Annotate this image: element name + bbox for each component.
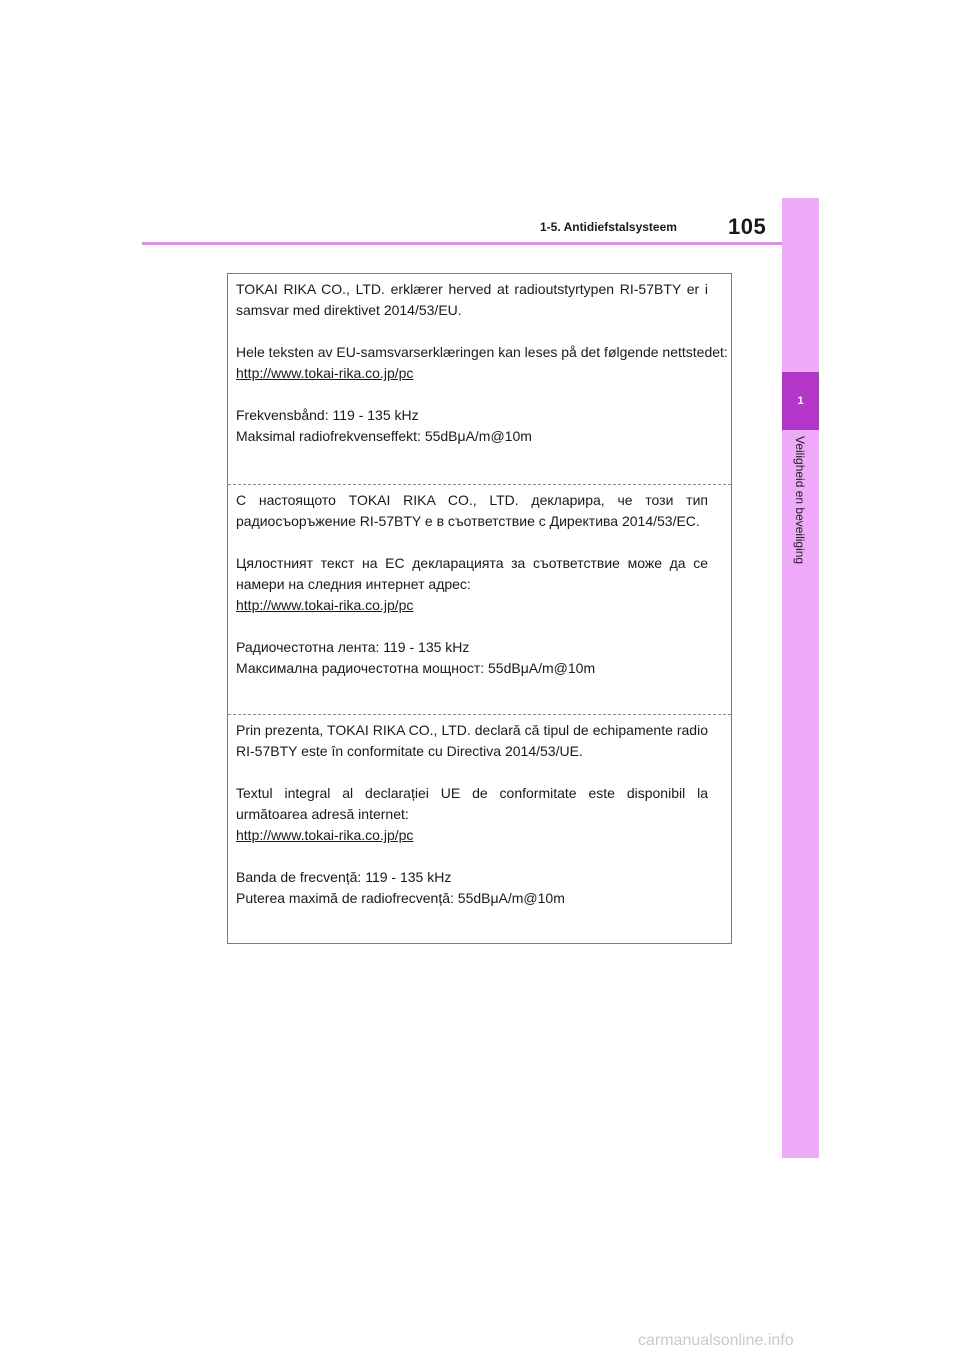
frequency-band: Banda de frecvență: 119 - 135 kHz	[236, 869, 452, 885]
declaration-link[interactable]: http://www.tokai-rika.co.jp/pc	[236, 597, 414, 613]
notice-section-romanian	[228, 714, 731, 909]
fulltext-text: Textul integral al declarației UE de conformitate este disponibil la următoarea adresă internet:	[236, 785, 708, 822]
frequency-band: Frekvensbånd: 119 - 135 kHz	[236, 407, 419, 423]
max-power: Puterea maximă de radiofrecvență: 55dBμA/m@10m	[236, 890, 565, 906]
frequency-band: Радиочестотна лента: 119 - 135 kHz	[236, 639, 470, 655]
fulltext-text: Hele teksten av EU-samsvarserklæringen kan leses på det følgende nettstedet:	[236, 344, 728, 360]
page-number: 105	[728, 214, 767, 239]
notice-section-bulgarian	[228, 484, 731, 679]
notice-section-norwegian	[228, 274, 731, 447]
declaration-link[interactable]: http://www.tokai-rika.co.jp/pc	[236, 827, 414, 843]
chapter-label: Veiligheid en beveiliging	[793, 436, 807, 565]
compliance-notice-box	[227, 273, 732, 944]
watermark: carmanualsonline.info	[638, 1332, 794, 1349]
side-tab	[782, 198, 819, 1158]
declaration-text: Prin prezenta, TOKAI RIKA CO., LTD. declară că tipul de echipamente radio RI-57BTY este în conformitate cu Directiva 2014/53/UE.	[236, 722, 708, 759]
section-title: 1-5. Antidiefstalsysteem	[540, 220, 677, 234]
max-power: Максимална радиочестотна мощност: 55dBμA/m@10m	[236, 660, 596, 676]
chapter-number-tab: 1	[782, 372, 819, 430]
declaration-text: TOKAI RIKA CO., LTD. erklærer herved at radioutstyrtypen RI-57BTY er i samsvar med direktivet 2014/53/EU.	[236, 281, 708, 318]
declaration-link[interactable]: http://www.tokai-rika.co.jp/pc	[236, 365, 414, 381]
declaration-text: С настоящото TOKAI RIKA CO., LTD. декларира, че този тип радиосъоръжение RI-57BTY е в съответствие с Директива 2014/53/ЕС.	[236, 492, 708, 529]
header-rule	[142, 242, 782, 245]
fulltext-text: Цялостният текст на ЕС декларацията за съответствие може да се намери на следния интернет адрес:	[236, 555, 708, 592]
max-power: Maksimal radiofrekvenseffekt: 55dBμA/m@10m	[236, 428, 532, 444]
